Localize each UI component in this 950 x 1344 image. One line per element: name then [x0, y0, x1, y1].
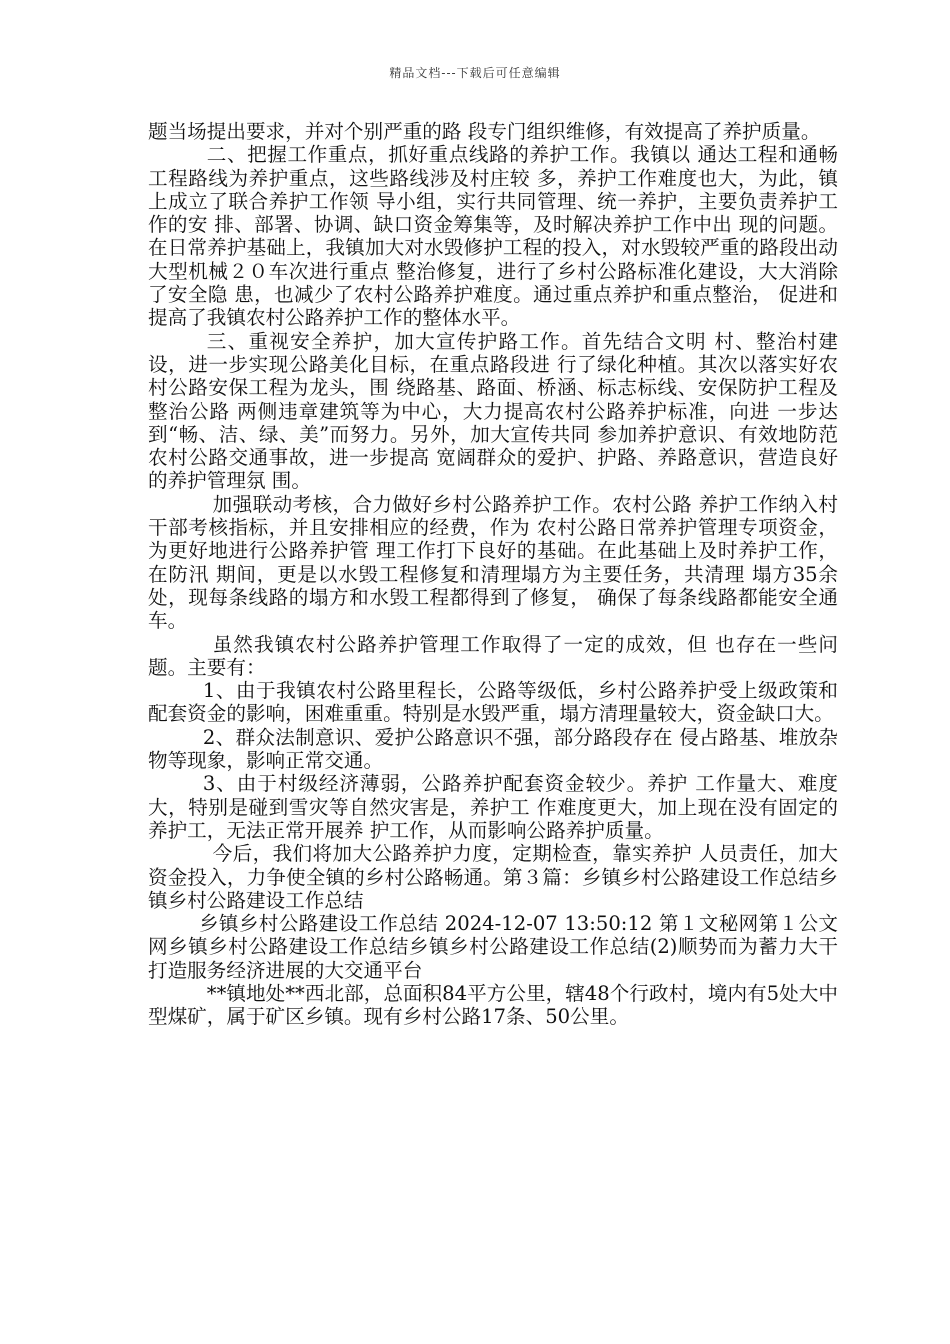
list-item-2: 2、群众法制意识、爱护公路意识不强，部分路段存在 侵占路基、堆放杂物等现象，影响正常交通。 [148, 725, 838, 773]
page-header: 精品文档---下载后可任意编辑 [389, 66, 561, 80]
paragraph-6: 今后，我们将加大公路养护力度，定期检查，靠实养护 人员责任，加大资金投入，力争使全镇的乡村公路畅通。第３篇：乡镇乡村公路建设工作总结乡镇乡村公路建设工作总结 [148, 842, 838, 912]
paragraph-7: 乡镇乡村公路建设工作总结 2024-12-07 13:50:12 第１文秘网第１公文网乡镇乡村公路建设工作总结乡镇乡村公路建设工作总结(2)顺势而为蓄力大干打造服务经济进展的大交通平台 [148, 912, 838, 982]
paragraph-5: 虽然我镇农村公路养护管理工作取得了一定的成效，但 也存在一些问题。主要有： [148, 632, 838, 679]
list-item-1: 1、由于我镇农村公路里程长，公路等级低，乡村公路养护受上级政策和配套资金的影响，困难重重。特别是水毁严重，塌方清理量较大，资金缺口大。 [148, 679, 838, 726]
paragraph-4: 加强联动考核，合力做好乡村公路养护工作。农村公路 养护工作纳入村干部考核指标，并且安排相应的经费，作为 农村公路日常养护管理专项资金，为更好地进行公路养护管 理工作打下良好的基础。在此基础上及时养护工作，在防汛 期间，更是以水毁工程修复和清理塌方为主要任务，共清理 塌方35余处，现每条线路的塌方和水毁工程都得到了修复， 确保了每条线路都能安全通车。 [148, 492, 838, 633]
paragraph-8: **镇地处**西北部，总面积84平方公里，辖48个行政村，境内有5处大中型煤矿，属于矿区乡镇。现有乡村公路17条、50公里。 [148, 981, 838, 1029]
paragraph-3: 三、重视安全养护，加大宣传护路工作。首先结合文明 村、整治村建设，进一步实现公路美化目标，在重点路段进 行了绿化种植。其次以落实好农村公路安保工程为龙头，围 绕路基、路面、桥涵、标志标线、安保防护工程及整治公路 两侧违章建筑等为中心，大力提高农村公路养护标准，向进 一步达到“畅、洁、绿、美”而努力。另外，加大宣传共同 参加养护意识、有效地防范农村公路交通事故，进一步提高 宽阔群众的爱护、护路、养路意识，营造良好的养护管理氛 围。 [148, 329, 838, 493]
list-item-3: 3、由于村级经济薄弱，公路养护配套资金较少。养护 工作量大、难度大，特别是碰到雪灾等自然灾害是，养护工 作难度更大，加上现在没有固定的养护工，无法正常开展养 护工作，从而影响公路养护质量。 [148, 772, 838, 842]
paragraph-2: 二、把握工作重点，抓好重点线路的养护工作。我镇以 通达工程和通畅工程路线为养护重点，这些路线涉及村庄较 多，养护工作难度也大，为此，镇上成立了联合养护工作领 导小组，实行共同管理、统一养护，主要负责养护工作的安 排、部署、协调、缺口资金筹集等，及时解决养护工作中出 现的问题。在日常养护基础上，我镇加大对水毁修护工程的投入，对水毁较严重的路段出动大型机械２０车次进行重点 整治修复，进行了乡村公路标准化建设，大大消除了安全隐 患，也减少了农村公路养护难度。通过重点养护和重点整治， 促进和提高了我镇农村公路养护工作的整体水平。 [148, 143, 838, 330]
paragraph-1: 题当场提出要求，并对个别严重的路 段专门组织维修，有效提高了养护质量。 [148, 120, 821, 143]
document-body [148, 120, 838, 1029]
